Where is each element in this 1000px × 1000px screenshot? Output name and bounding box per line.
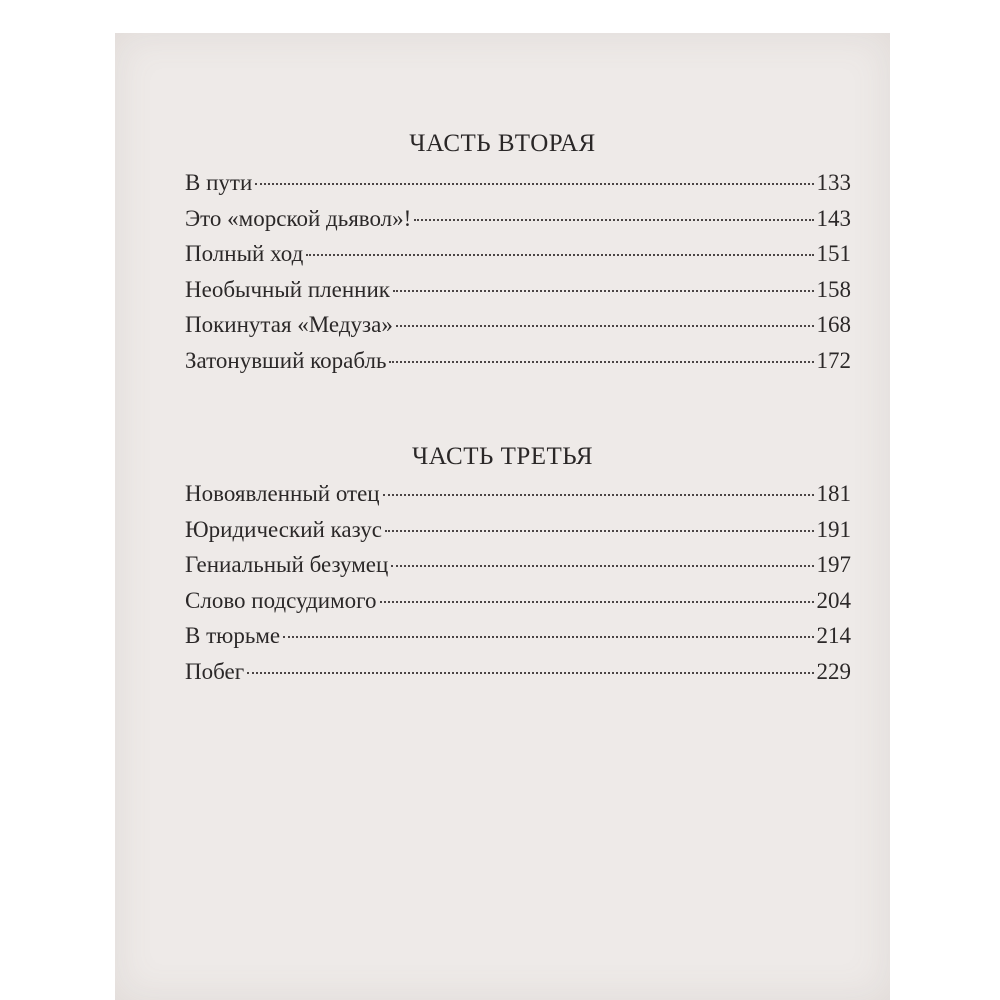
toc-entry-title: Затонувший корабль (185, 347, 387, 373)
toc-list-part-two (185, 170, 851, 383)
toc-entry (185, 206, 851, 242)
toc-leader-dots (247, 672, 813, 674)
toc-entry (185, 277, 851, 313)
toc-entry-page: 133 (816, 170, 851, 195)
toc-entry-page: 158 (816, 276, 851, 302)
toc-entry-page: 151 (816, 241, 851, 266)
section-title-part-three: ЧАСТЬ ТРЕТЬЯ (411, 443, 594, 470)
section-title-part-two: ЧАСТЬ ВТОРАЯ (409, 130, 596, 157)
toc-entry (185, 552, 851, 588)
toc-entry-page: 168 (816, 312, 851, 337)
toc-entry (185, 348, 851, 384)
toc-leader-dots (414, 219, 813, 221)
toc-entry-page: 229 (816, 658, 851, 684)
toc-entry-title: Побег (185, 658, 245, 684)
toc-entry (185, 170, 851, 206)
toc-entry (185, 241, 851, 277)
book-page (115, 33, 890, 1000)
toc-entry-title: В пути (185, 170, 253, 195)
toc-entry-title: Юридический казус (185, 516, 382, 542)
toc-leader-dots (396, 325, 814, 327)
toc-entry-page: 191 (816, 516, 851, 542)
toc-entry (185, 312, 851, 348)
toc-leader-dots (380, 601, 814, 603)
toc-entry-title: В тюрьме (185, 623, 281, 648)
toc-list-part-three (185, 481, 851, 694)
toc-leader-dots (393, 290, 814, 292)
toc-entry-page: 214 (816, 623, 851, 648)
toc-entry (185, 481, 851, 517)
toc-entry-page: 204 (816, 587, 851, 613)
toc-entry (185, 588, 851, 624)
toc-entry (185, 623, 851, 659)
toc-entry-title: Полный ход (185, 241, 304, 266)
toc-leader-dots (383, 494, 814, 496)
toc-entry-page: 172 (816, 347, 851, 373)
toc-entry-page: 197 (816, 552, 851, 577)
toc-leader-dots (283, 636, 813, 638)
toc-entry-title: Гениальный безумец (185, 552, 389, 577)
toc-leader-dots (389, 361, 813, 363)
toc-entry-title: Необычный пленник (185, 276, 390, 302)
toc-entry-title: Покинутая «Медуза» (185, 312, 393, 337)
toc-leader-dots (385, 530, 814, 532)
toc-leader-dots (255, 183, 813, 185)
toc-leader-dots (391, 565, 813, 567)
toc-entry-page: 143 (816, 205, 851, 231)
toc-entry-page: 181 (816, 481, 851, 506)
toc-entry-title: Новоявленный отец (185, 481, 380, 506)
toc-entry-title: Это «морской дьявол»! (185, 205, 412, 231)
toc-leader-dots (306, 254, 813, 256)
toc-entry (185, 659, 851, 695)
toc-entry-title: Слово подсудимого (185, 587, 377, 613)
toc-entry (185, 517, 851, 553)
